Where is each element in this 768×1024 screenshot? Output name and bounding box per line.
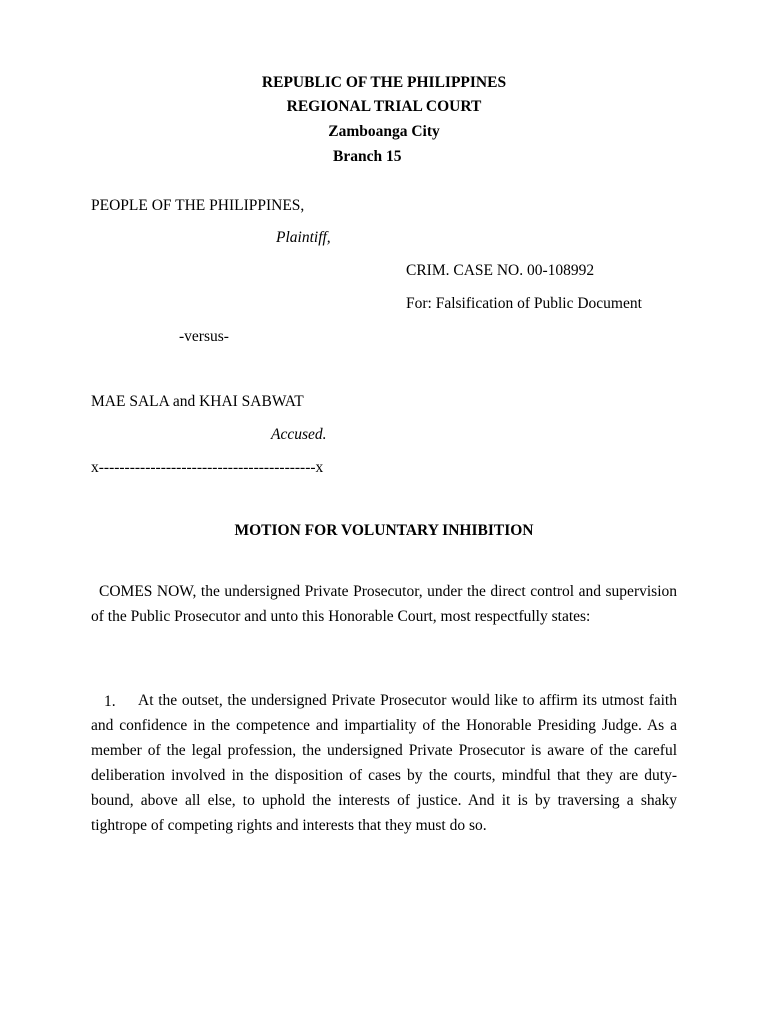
branch-heading: Branch 15 [333, 148, 402, 165]
plaintiff-role: Plaintiff, [276, 229, 331, 246]
document-title: MOTION FOR VOLUNTARY INHIBITION [234, 522, 534, 539]
city-heading: Zamboanga City [328, 123, 440, 140]
court-name-heading: REGIONAL TRIAL COURT [286, 98, 482, 115]
intro-paragraph: COMES NOW, the undersigned Private Prosecutor, under the direct control and supervision of the Public Prosecutor and unto this Honorable Court, most respectfully states: [91, 583, 677, 625]
accused-names: MAE SALA and KHAI SABWAT [91, 393, 304, 410]
plaintiff-name: PEOPLE OF THE PHILIPPINES, [91, 197, 305, 214]
caption-separator: x------------------------------------------x [91, 459, 324, 476]
versus-label: -versus- [179, 328, 229, 345]
item-number-1: 1. [104, 693, 116, 710]
accused-role: Accused. [271, 426, 327, 443]
case-subject: For: Falsification of Public Document [406, 295, 642, 312]
item-paragraph-1: At the outset, the undersigned Private Prosecutor would like to affirm its utmost faith and confidence in the competence and impartiality of the Honorable Presiding Judge. As a member of the legal profession, the undersigned Private Prosecutor is aware of the careful deliberation involved in the disposition of cases by the courts, mindful that they are duty-bound, above all else, to uphold the interests of justice. And it is by traversing a shaky tightrope of competing rights and interests that they must do so. [91, 692, 677, 834]
republic-heading: REPUBLIC OF THE PHILIPPINES [261, 74, 507, 91]
case-number: CRIM. CASE NO. 00-108992 [406, 262, 595, 279]
